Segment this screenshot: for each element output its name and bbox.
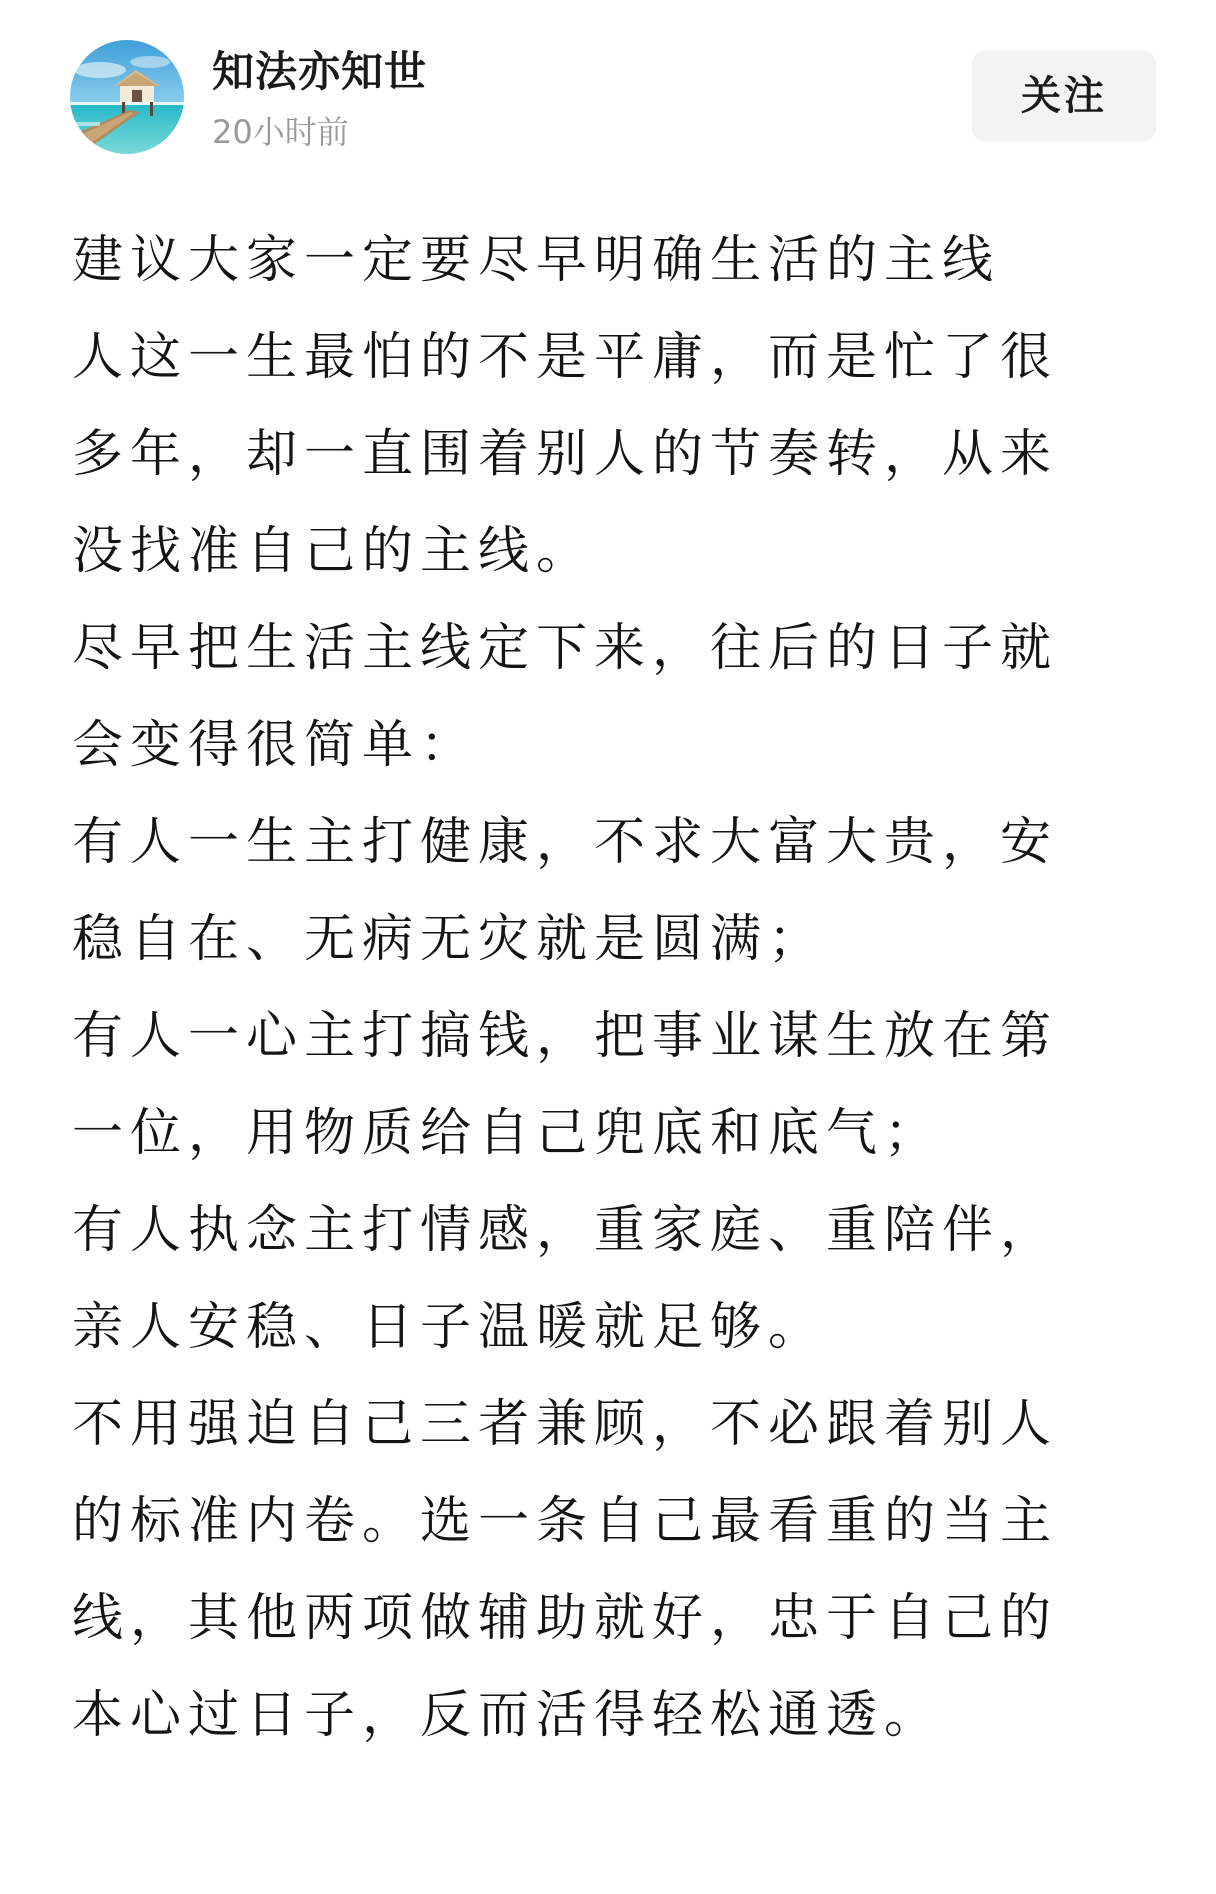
post-paragraph: 不用强迫自己三者兼顾，不必跟着别人的标准内卷。选一条自己最看重的当主线，其他两项做辅助就好，忠于自己的本心过日子，反而活得轻松通透。 xyxy=(72,1395,1059,1745)
author-name[interactable]: 知法亦知世 xyxy=(212,47,428,96)
post-paragraph: 有人执念主打情感，重家庭、重陪伴，亲人安稳、日子温暖就足够。 xyxy=(72,1201,1059,1357)
author-avatar[interactable] xyxy=(70,40,184,154)
beach-hut-photo-icon xyxy=(70,40,184,154)
post-paragraph: 人这一生最怕的不是平庸，而是忙了很多年，却一直围着别人的节奏转，从来没找准自己的主线。 xyxy=(72,328,1059,581)
post-title: 建议大家一定要尽早明确生活的主线 xyxy=(72,231,1001,290)
post-body xyxy=(72,212,1106,1764)
post-paragraph: 有人一心主打搞钱，把事业谋生放在第一位，用物质给自己兜底和底气； xyxy=(72,1007,1059,1163)
post-header xyxy=(0,0,1216,170)
post-paragraph: 有人一生主打健康，不求大富大贵，安稳自在、无病无灾就是圆满； xyxy=(72,813,1059,969)
post-paragraph: 尽早把生活主线定下来，往后的日子就会变得很简单： xyxy=(72,619,1059,775)
post-timestamp: 20小时前 xyxy=(212,113,349,151)
follow-button[interactable]: 关注 xyxy=(972,50,1156,142)
